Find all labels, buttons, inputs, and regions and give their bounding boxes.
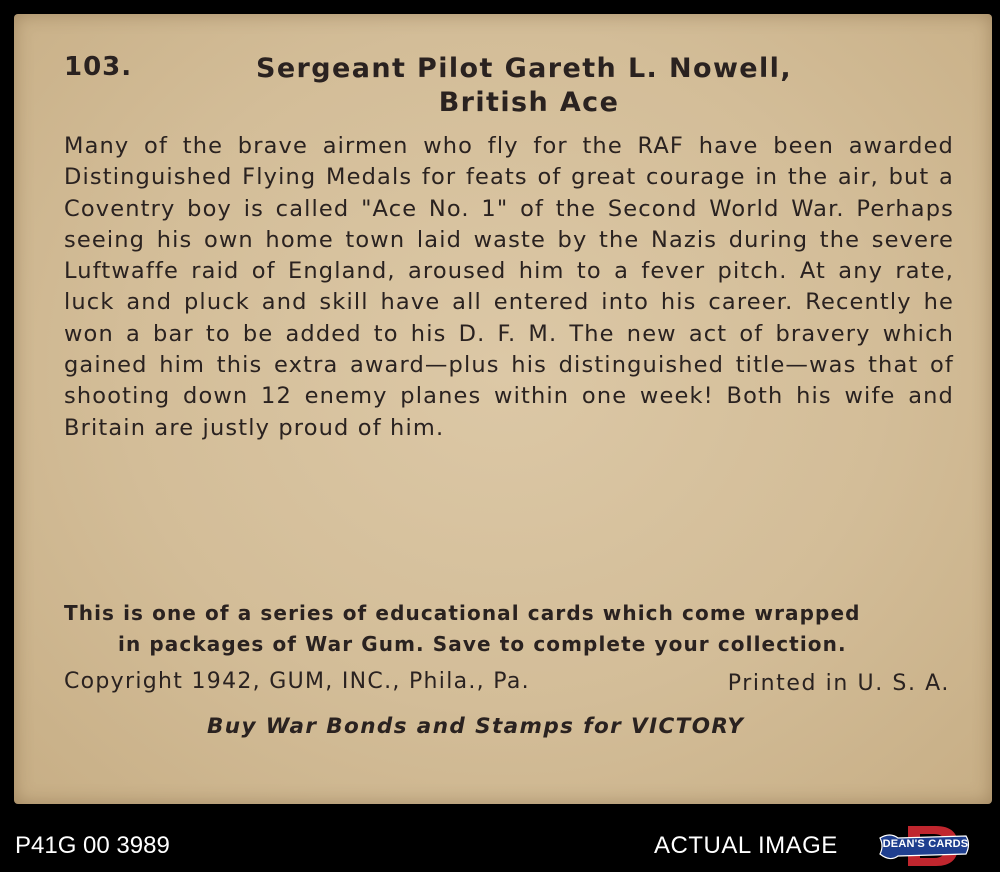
card-subtitle: British Ace (438, 87, 620, 118)
card-number: 103. (64, 52, 133, 82)
copyright-notice: Copyright 1942, GUM, INC., Phila., Pa. (64, 669, 530, 694)
trading-card-back (14, 14, 992, 804)
card-description: Many of the brave airmen who fly for the RAF have been awarded Distinguished Flying Medals for feats of great courage in the air, but a Coventry boy is called "Ace No. 1" of the Second World War. Perhaps seeing his own home town laid waste by the Nazis during the severe Luftwaffe raid of England, aroused him to a fever pitch. At any rate, luck and pluck and skill have all entered into his career. Recently he won a bar to be added to his D. F. M. The new act of bravery which gained him this extra award—plus his distinguished title—was that of shooting down 12 enemy planes within one week! Both his wife and Britain are justly proud of him. (64, 133, 954, 441)
logo-text: DEAN'S CARDS (882, 838, 969, 850)
printed-in-note: Printed in U. S. A. (727, 671, 950, 696)
series-line-1: This is one of a series of educational cards which come wrapped (64, 601, 861, 625)
series-note (64, 598, 954, 660)
series-line-2: in packages of War Gum. Save to complete your collection. (118, 632, 847, 656)
deans-cards-logo (878, 824, 973, 868)
cert-number: P41G 00 3989 (15, 832, 170, 859)
card-title: Sergeant Pilot Gareth L. Nowell, (256, 53, 792, 84)
victory-slogan: Buy War Bonds and Stamps for VICTORY (207, 714, 745, 739)
actual-image-label: ACTUAL IMAGE (654, 832, 838, 859)
